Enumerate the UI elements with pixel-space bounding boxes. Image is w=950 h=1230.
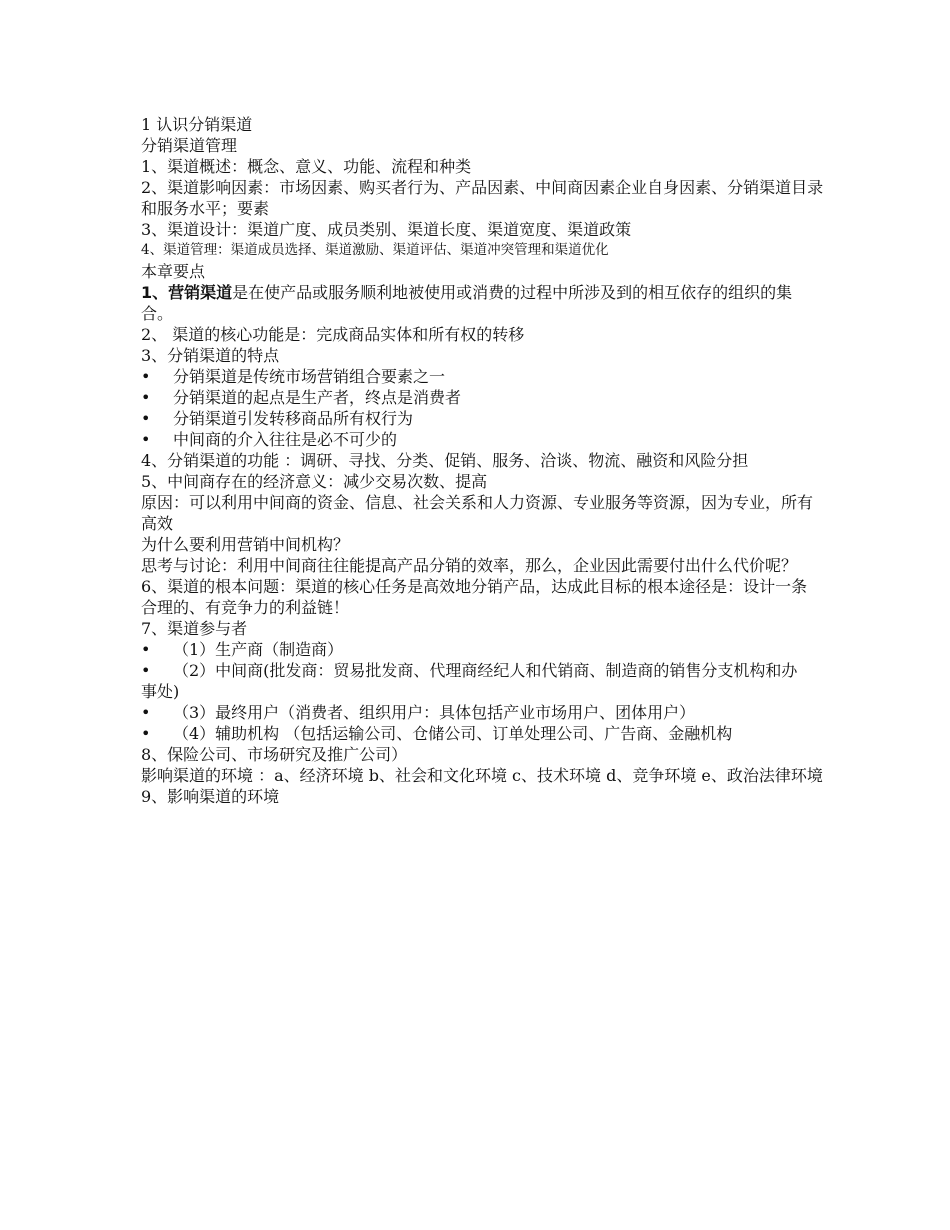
bullet-item (141, 723, 813, 744)
bullet-text: 分销渠道是传统市场营销组合要素之一 (173, 367, 446, 386)
bullet-marker: • (141, 661, 151, 680)
document-page (141, 114, 831, 807)
bullet-item (141, 387, 831, 408)
text-paragraph: 4、分销渠道的功能 ：调研、寻找、分类、促销、服务、洽谈、物流、融资和风险分担 (141, 451, 749, 470)
bullet-marker: • (141, 724, 151, 743)
text-paragraph: 影响渠道的环境 ：a、经济环境 b、社会和文化环境 c、技术环境 d、竞争环境 e、政治法律环境 (141, 766, 823, 785)
bullet-item (141, 702, 831, 723)
text-line: 7、渠道参与者 (141, 619, 248, 638)
bullet-item (141, 660, 813, 702)
bullet-text: （4）辅助机构 （包括运输公司、仓储公司、订单处理公司、广告商、金融机构 (173, 724, 733, 743)
bullet-item (141, 639, 831, 660)
subsection-title: 分销渠道管理 (141, 136, 238, 155)
bullet-marker: • (141, 430, 151, 449)
paragraph-text: 是在使产品或服务顺利地被使用或消费的过程中所涉及到的相互依存的组织的集合。 (141, 283, 793, 323)
bullet-text: （2）中间商(批发商：贸易批发商、代理商经纪人和代销商、制造商的销售分支机构和办事处) (141, 661, 798, 701)
text-line: 4、渠道管理：渠道成员选择、渠道激励、渠道评估、渠道冲突管理和渠道优化 (141, 242, 609, 258)
bullet-item (141, 408, 831, 429)
bullet-marker: • (141, 640, 151, 659)
bullet-text: （3）最终用户（消费者、组织用户：具体包括产业市场用户、团体用户） (173, 703, 696, 722)
bullet-marker: • (141, 409, 151, 428)
text-paragraph: 6、渠道的根本问题：渠道的核心任务是高效地分销产品，达成此目标的根本途径是：设计一条合理的、有竞争力的利益链！ (141, 577, 808, 617)
text-line: 为什么要利用营销中间机构？ (141, 535, 350, 554)
bullet-item (141, 366, 831, 387)
bullet-text: 分销渠道的起点是生产者，终点是消费者 (173, 388, 462, 407)
text-line: 9、影响渠道的环境 (141, 787, 280, 806)
text-paragraph: 原因：可以利用中间商的资金、信息、社会关系和人力资源、专业服务等资源，因为专业，所有高效 (141, 493, 814, 533)
bullet-item (141, 429, 831, 450)
text-line: 3、渠道设计：渠道广度、成员类别、渠道长度、渠道宽度、渠道政策 (141, 220, 632, 239)
bullet-marker: • (141, 388, 151, 407)
text-paragraph: 思考与讨论：利用中间商往往能提高产品分销的效率，那么，企业因此需要付出什么代价呢？ (141, 556, 798, 575)
text-paragraph (141, 282, 806, 324)
section-title: 1 认识分销渠道 (141, 115, 253, 134)
chapter-points-heading: 本章要点 (141, 262, 206, 281)
bullet-text: （1）生产商（制造商） (173, 640, 344, 659)
text-line: 5、中间商存在的经济意义：减少交易次数、提高 (141, 472, 488, 491)
bullet-text: 分销渠道引发转移商品所有权行为 (173, 409, 414, 428)
text-line: 2、 渠道的核心功能是：完成商品实体和所有权的转移 (141, 325, 525, 344)
text-line: 8、保险公司、市场研究及推广公司） (141, 745, 408, 764)
text-paragraph: 2、渠道影响因素：市场因素、购买者行为、产品因素、中间商因素企业自身因素、分销渠道目录和服务水平；要素 (141, 178, 824, 218)
text-line: 3、分销渠道的特点 (141, 346, 280, 365)
bullet-marker: • (141, 367, 151, 386)
bullet-text: 中间商的介入往往是必不可少的 (173, 430, 398, 449)
bullet-marker: • (141, 703, 151, 722)
bold-term: 1、营销渠道 (141, 283, 233, 302)
text-line: 1、渠道概述：概念、意义、功能、流程和种类 (141, 157, 472, 176)
